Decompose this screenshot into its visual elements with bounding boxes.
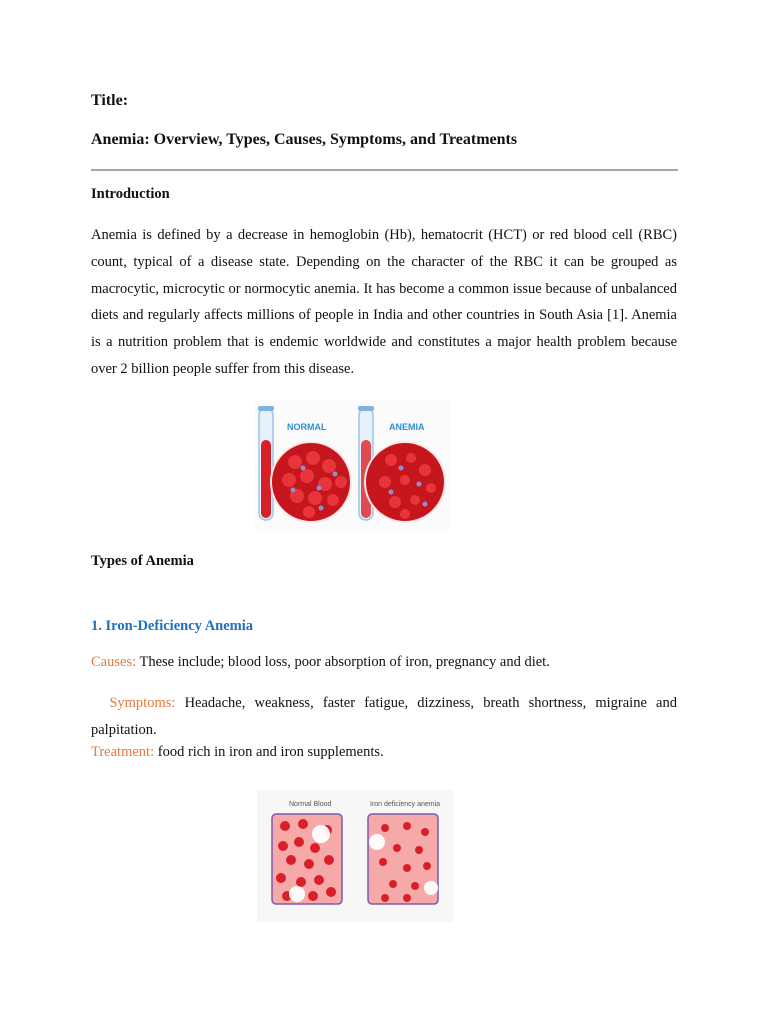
iron-deficiency-panel [368, 814, 438, 904]
treatment-text: food rich in iron and iron supplements. [154, 744, 384, 760]
causes-text: These include; blood loss, poor absorption of iron, pregnancy and diet. [136, 654, 550, 670]
normal-blood-panel [272, 814, 342, 904]
causes-label: Causes: [91, 654, 137, 670]
anemia-blood-cells-icon [365, 442, 445, 522]
symptoms-text: Headache, weakness, faster fatigue, dizziness, breath shortness, migraine and palpitation. [91, 695, 677, 738]
figure2-normal-label: Normal Blood [289, 801, 332, 808]
symptoms-label: Symptoms: [109, 695, 176, 711]
figure2-iron-label: Iron deficiency anemia [370, 801, 441, 808]
normal-vs-anemia-figure [255, 400, 451, 530]
introduction-paragraph: Anemia is defined by a decrease in hemoglobin (Hb), hematocrit (HCT) or red blood cell (RBC) count, typical of a disease state. Depending on the character of the RBC it can be grouped as macrocytic, microcytic or normocytic anemia. It has become a common issue because of unbalanced diets and regularly affects millions of people in India and other countries in South Asia [1]. Anemia is a nutrition problem that is endemic worldwide and constitutes a major health problem because over 2 billion people suffer from this disease. [91, 227, 677, 377]
figure1-normal-label: NORMAL [287, 422, 327, 432]
title-label: Title: [91, 92, 129, 109]
iron-causes [91, 654, 677, 671]
iron-deficiency-figure [257, 790, 453, 922]
iron-deficiency-heading: 1. Iron-Deficiency Anemia [91, 618, 254, 634]
title-divider [91, 169, 678, 171]
treatment-label: Treatment: [91, 744, 155, 760]
normal-blood-cells-icon [271, 442, 351, 522]
iron-symptoms [91, 690, 677, 744]
figure1-anemia-label: ANEMIA [389, 422, 425, 432]
introduction-heading: Introduction [91, 186, 170, 202]
document-title: Anemia: Overview, Types, Causes, Symptoms, and Treatments [91, 131, 518, 148]
types-of-anemia-heading: Types of Anemia [91, 553, 194, 569]
iron-treatment [91, 744, 677, 761]
test-tube-normal [258, 406, 274, 520]
